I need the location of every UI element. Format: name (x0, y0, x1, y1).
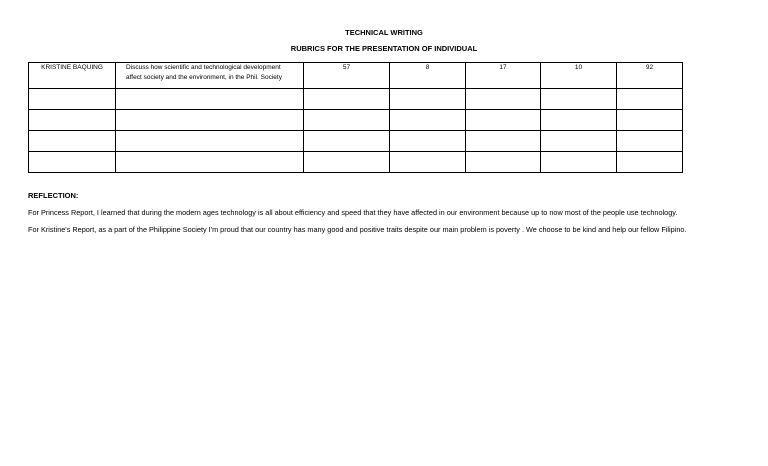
score-cell: 57 (304, 63, 390, 89)
score-cell: 8 (390, 63, 466, 89)
score-cell: 17 (466, 63, 541, 89)
document-title: TECHNICAL WRITING (345, 28, 423, 37)
topic-cell: Discuss how scientific and technological development affect society and the environment, in the Phil. Society (116, 63, 304, 89)
score-cell (304, 110, 390, 131)
rubric-table (28, 62, 683, 173)
total-cell (617, 152, 683, 173)
total-cell (617, 131, 683, 152)
score-cell (390, 110, 466, 131)
reflection-paragraph: For Princess Report, I learned that during the modern ages technology is all about efficiency and speed that they have affected in our environment because up to now most of the people use technology. (28, 208, 678, 217)
score-cell (466, 110, 541, 131)
score-cell (466, 152, 541, 173)
score-cell (541, 131, 617, 152)
score-cell (304, 89, 390, 110)
student-name-cell (29, 131, 116, 152)
student-name-cell: KRISTINE BAQUING (29, 63, 116, 89)
table-row (29, 63, 683, 89)
table-row (29, 110, 683, 131)
score-cell (466, 89, 541, 110)
student-name-cell (29, 152, 116, 173)
score-cell (390, 152, 466, 173)
topic-cell (116, 110, 304, 131)
reflection-heading: REFLECTION: (28, 191, 79, 200)
score-cell (541, 152, 617, 173)
table-row (29, 152, 683, 173)
table-row (29, 131, 683, 152)
score-cell (466, 131, 541, 152)
score-cell (304, 131, 390, 152)
score-cell (390, 89, 466, 110)
score-cell (304, 152, 390, 173)
student-name-cell (29, 110, 116, 131)
total-cell: 92 (617, 63, 683, 89)
topic-cell (116, 89, 304, 110)
score-cell: 10 (541, 63, 617, 89)
score-cell (390, 131, 466, 152)
topic-cell (116, 131, 304, 152)
document-subtitle: RUBRICS FOR THE PRESENTATION OF INDIVIDUAL (290, 44, 478, 53)
score-cell (541, 89, 617, 110)
total-cell (617, 89, 683, 110)
score-cell (541, 110, 617, 131)
table-row (29, 89, 683, 110)
total-cell (617, 110, 683, 131)
topic-cell (116, 152, 304, 173)
reflection-paragraph: For Kristine's Report, as a part of the Philippine Society I'm proud that our country has many good and positive traits despite our main problem is poverty . We choose to be kind and help our fellow Filipino. (28, 225, 687, 234)
student-name-cell (29, 89, 116, 110)
